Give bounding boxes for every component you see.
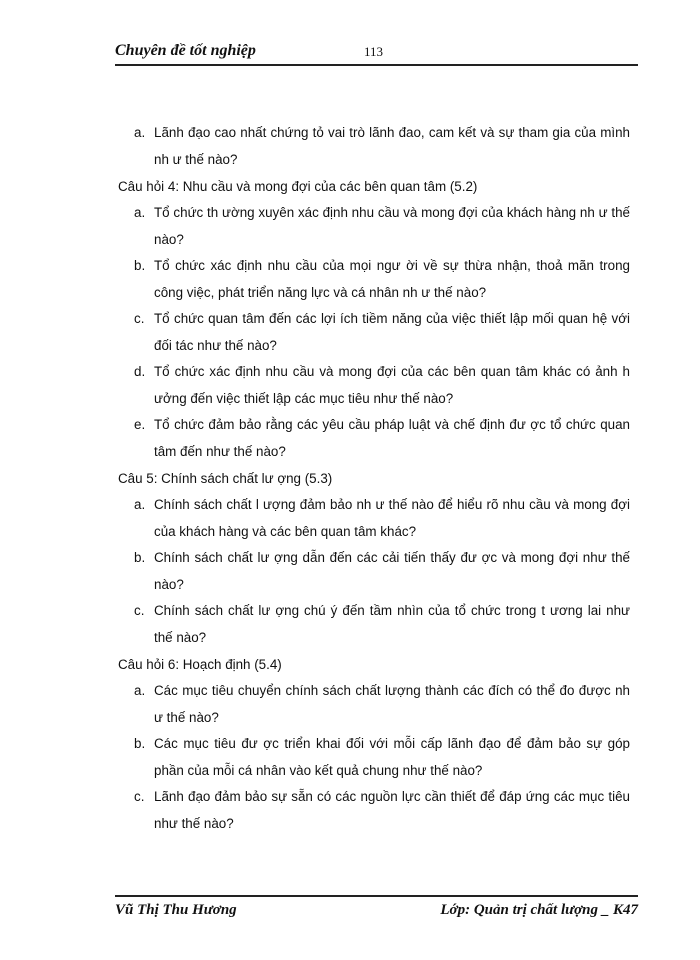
item-text: Chính sách chất lư ợng chú ý đến tầm nhìn của tổ chức trong t ương lai như thế nào? xyxy=(154,603,630,645)
item-letter: a. xyxy=(134,683,146,698)
item-letter: c. xyxy=(134,603,145,618)
list-item xyxy=(118,200,630,253)
list-item xyxy=(118,492,630,545)
list-item xyxy=(118,120,630,173)
item-letter: a. xyxy=(134,497,146,512)
item-text: Các mục tiêu chuyển chính sách chất lượng thành các đích có thể đo được nh ư thế nào? xyxy=(154,683,630,725)
item-letter: a. xyxy=(134,205,146,220)
item-text: Tổ chức xác định nhu cầu và mong đợi của các bên quan tâm khác có ảnh h ưởng đến việc thiết lập các mục tiêu như thế nào? xyxy=(154,364,630,406)
item-letter: a. xyxy=(134,125,146,140)
item-text: Các mục tiêu đư ợc triển khai đối với mỗi cấp lãnh đạo để đảm bảo sự góp phần của mỗi cá nhân vào kết quả chung như thế nào? xyxy=(154,736,630,778)
item-text: Tổ chức đảm bảo rằng các yêu cầu pháp luật và chế định đư ợc tổ chức quan tâm đến như thế nào? xyxy=(154,417,630,459)
question-heading: Câu 5: Chính sách chất lư ợng (5.3) xyxy=(118,471,333,486)
item-letter: e. xyxy=(134,417,146,432)
item-letter: c. xyxy=(134,789,145,804)
header-title: Chuyên đề tốt nghiệp xyxy=(115,42,256,59)
item-text: Tổ chức xác định nhu cầu của mọi ngư ời về sự thừa nhận, thoả mãn trong công việc, phát triển năng lực và cá nhân nh ư thế nào? xyxy=(154,258,630,300)
list-item xyxy=(118,306,630,359)
question-heading: Câu hỏi 4: Nhu cầu và mong đợi của các bên quan tâm (5.2) xyxy=(118,179,478,194)
list-item xyxy=(118,731,630,784)
item-letter: c. xyxy=(134,311,145,326)
list-item xyxy=(118,598,630,651)
list-item xyxy=(118,678,630,731)
item-letter: b. xyxy=(134,550,146,565)
page-header xyxy=(115,40,638,66)
question-heading: Câu hỏi 6: Hoạch định (5.4) xyxy=(118,657,282,672)
page-footer xyxy=(115,895,638,923)
item-text: Tổ chức quan tâm đến các lợi ích tiềm năng của việc thiết lập mối quan hệ với đối tác như thế nào? xyxy=(154,311,630,353)
item-text: Lãnh đạo đảm bảo sự sẵn có các nguồn lực cần thiết để đáp ứng các mục tiêu như thế nào? xyxy=(154,789,630,831)
page-number: 113 xyxy=(364,44,384,59)
list-item xyxy=(118,253,630,306)
item-text: Chính sách chất l ượng đảm bảo nh ư thế nào để hiểu rõ nhu cầu và mong đợi của khách hàng và các bên quan tâm khác? xyxy=(154,497,630,539)
document-body xyxy=(118,120,630,837)
item-text: Chính sách chất lư ợng dẫn đến các cải tiến thấy đư ợc và mong đợi như thế nào? xyxy=(154,550,630,592)
item-text: Lãnh đạo cao nhất chứng tỏ vai trò lãnh đao, cam kết và sự tham gia của mình nh ư thế nào? xyxy=(154,125,630,167)
item-letter: b. xyxy=(134,736,146,751)
item-letter: b. xyxy=(134,258,146,273)
item-letter: d. xyxy=(134,364,146,379)
item-text: Tổ chức th ường xuyên xác định nhu cầu và mong đợi của khách hàng nh ư thế nào? xyxy=(154,205,630,247)
list-item xyxy=(118,359,630,412)
author-name: Vũ Thị Thu Hương xyxy=(115,902,237,918)
class-info: Lớp: Quản trị chất lượng _ K47 xyxy=(440,902,638,918)
list-item xyxy=(118,545,630,598)
list-item xyxy=(118,412,630,465)
list-item xyxy=(118,784,630,837)
